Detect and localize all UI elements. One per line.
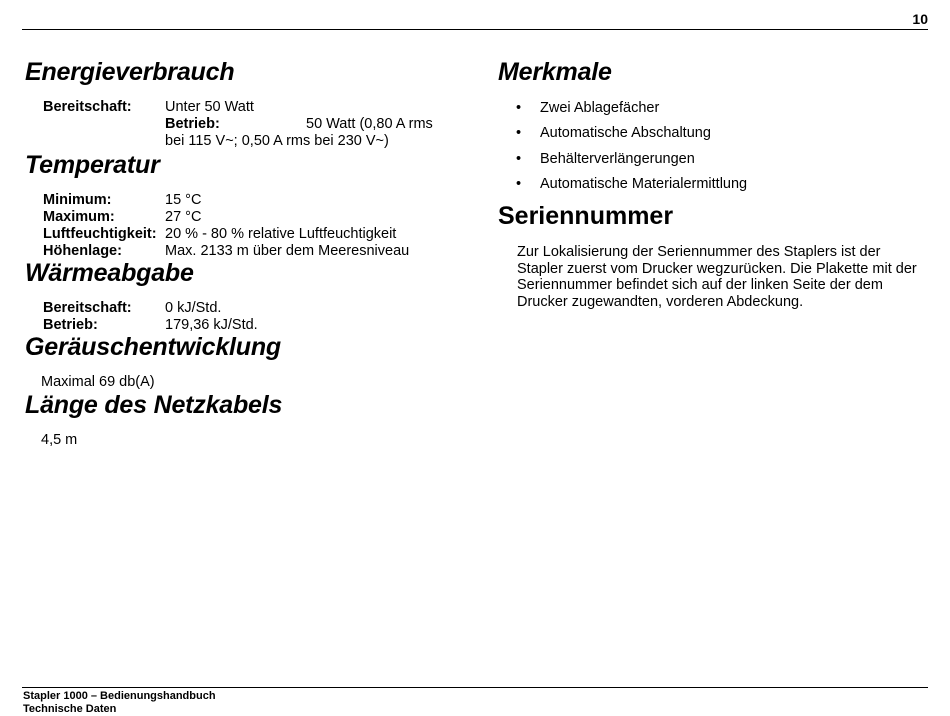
serial-text-line: Seriennummer befindet sich auf der linken Seite der dem (517, 277, 883, 293)
temp-value-minimum: 15 °C (165, 192, 202, 208)
temp-label-minimum: Minimum: (43, 192, 112, 208)
heat-label-operation: Betrieb: (43, 317, 98, 333)
heading-heat: Wärmeabgabe (25, 259, 194, 287)
heading-serial: Seriennummer (498, 202, 674, 230)
temp-label-humidity: Luftfeuchtigkeit: (43, 226, 157, 242)
heat-label-standby: Bereitschaft: (43, 300, 132, 316)
temp-label-altitude: Höhenlage: (43, 243, 122, 259)
serial-text-line: Drucker zugewandten, vorderen Abdeckung. (517, 294, 804, 310)
serial-text-line: Stapler zuerst vom Drucker wegzurücken. Die Plakette mit der (517, 261, 917, 277)
bullet-icon: • (516, 151, 522, 167)
temp-label-maximum: Maximum: (43, 209, 115, 225)
cable-value: 4,5 m (41, 432, 78, 448)
temp-value-maximum: 27 °C (165, 209, 202, 225)
heading-energy: Energieverbrauch (25, 58, 235, 86)
serial-text-line: Zur Lokalisierung der Seriennummer des Staplers ist der (517, 244, 881, 260)
bullet-icon: • (516, 176, 522, 192)
heat-value-standby: 0 kJ/Std. (165, 300, 222, 316)
heading-noise: Geräuschentwicklung (25, 333, 281, 361)
energy-operation-label: Betrieb: (165, 116, 220, 132)
footer-title: Stapler 1000 – Bedienungshandbuch (23, 690, 216, 702)
feature-item: Automatische Materialermittlung (540, 176, 748, 192)
heat-value-operation: 179,36 kJ/Std. (165, 317, 258, 333)
bullet-icon: • (516, 100, 522, 116)
footer-section: Technische Daten (23, 703, 117, 715)
energy-standby-value: Unter 50 Watt (165, 99, 254, 115)
temp-value-humidity: 20 % - 80 % relative Luftfeuchtigkeit (165, 226, 397, 242)
energy-operation-value-cont: bei 115 V~; 0,50 A rms bei 230 V~) (165, 133, 389, 149)
noise-value: Maximal 69 db(A) (41, 374, 155, 390)
heading-features: Merkmale (498, 58, 612, 86)
feature-item: Behälterverlängerungen (540, 151, 695, 167)
heading-cable: Länge des Netzkabels (25, 391, 283, 419)
feature-item: Zwei Ablagefächer (540, 100, 660, 116)
page-number: 10 (912, 11, 928, 27)
heading-temperature: Temperatur (25, 151, 160, 179)
footer-rule (22, 687, 928, 688)
energy-standby-label: Bereitschaft: (43, 99, 132, 115)
bullet-icon: • (516, 125, 522, 141)
header-rule (22, 29, 928, 30)
feature-item: Automatische Abschaltung (540, 125, 711, 141)
energy-operation-value: 50 Watt (0,80 A rms (306, 116, 433, 132)
temp-value-altitude: Max. 2133 m über dem Meeresniveau (165, 243, 410, 259)
